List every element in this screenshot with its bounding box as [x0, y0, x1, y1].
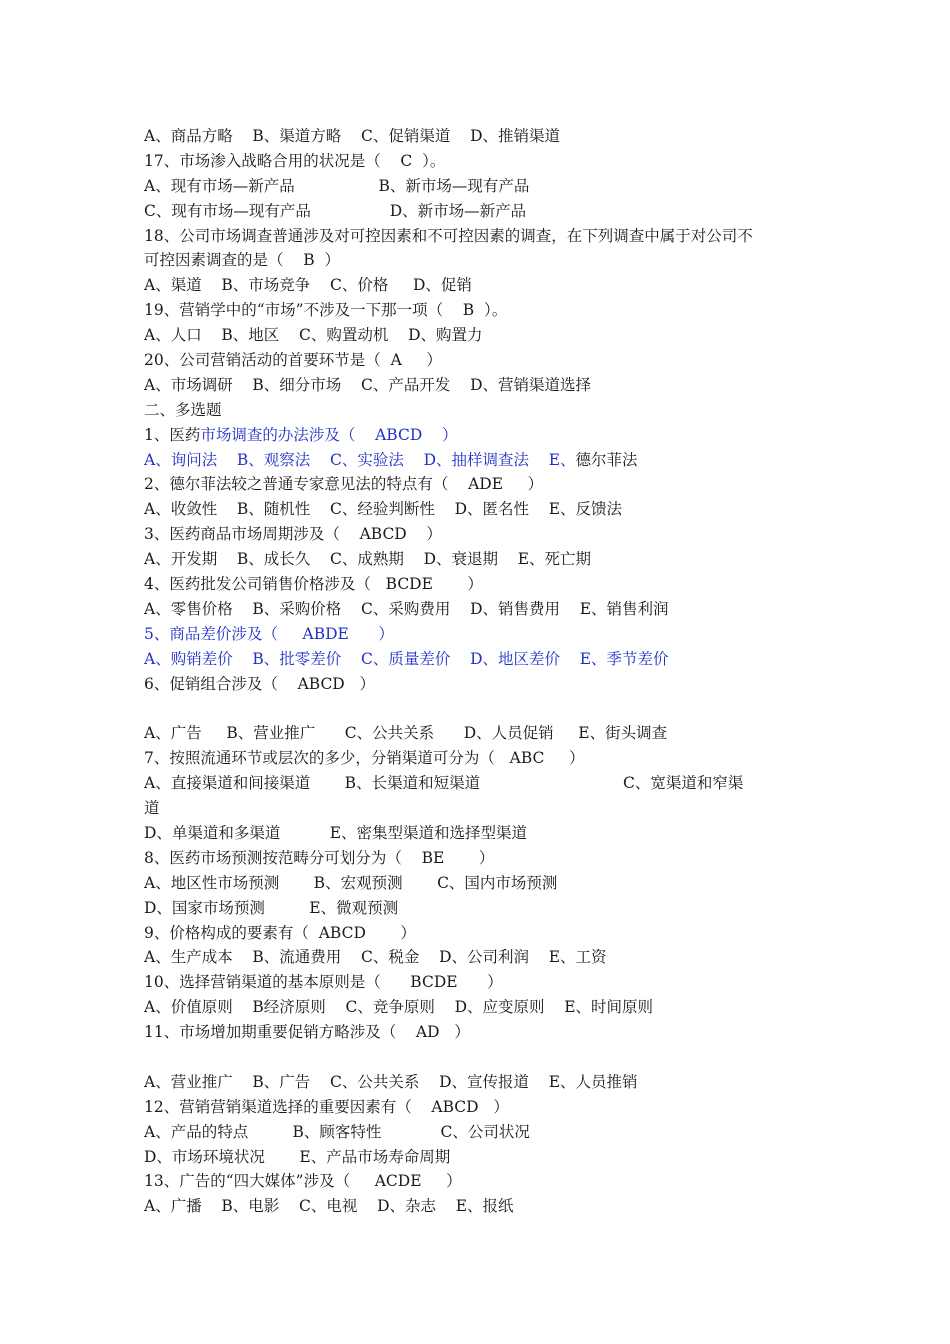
line-text: A、渠道 B、市场竞争 C、价格 D、促销 [144, 276, 472, 295]
line-text: A、零售价格 B、采购价格 C、采购费用 D、销售费用 E、销售利润 [144, 599, 669, 618]
text-line [144, 323, 814, 348]
line-text: 19、营销学中的“市场”不涉及一下那一项（ B ）。 [144, 301, 508, 320]
text-line [144, 423, 814, 448]
text-line [144, 1020, 814, 1045]
text-line [144, 472, 814, 497]
line-text: 6、促销组合涉及（ ABCD ） [144, 674, 376, 693]
line-text-continuation: 德尔菲法 [575, 450, 638, 469]
text-line [144, 398, 814, 423]
blank-line [144, 696, 814, 721]
line-text: A、直接渠道和间接渠道 B、长渠道和短渠道 C、宽渠道和窄渠 [144, 774, 744, 793]
text-line [144, 771, 814, 796]
text-line [144, 871, 814, 896]
line-text: 13、广告的“四大媒体”涉及（ ACDE ） [144, 1172, 462, 1191]
line-text: A、开发期 B、成长久 C、成熟期 D、衰退期 E、死亡期 [144, 550, 592, 569]
line-text: A、价值原则 B经济原则 C、竞争原则 D、应变原则 E、时间原则 [144, 998, 654, 1017]
text-line [144, 622, 814, 647]
text-line [144, 1194, 814, 1219]
line-text: A、收敛性 B、随机性 C、经验判断性 D、匿名性 E、反馈法 [144, 500, 623, 519]
line-text: A、广播 B、电影 C、电视 D、杂志 E、报纸 [144, 1197, 514, 1216]
line-text: A、现有市场—新产品 B、新市场—现有产品 [144, 176, 530, 195]
line-text: A、购销差价 B、批零差价 C、质量差价 D、地区差价 E、季节差价 [144, 649, 669, 668]
line-text: 18、公司市场调查普通涉及对可控因素和不可控因素的调查，在下列调查中属于对公司不 [144, 226, 753, 245]
text-line [144, 373, 814, 398]
text-line [144, 199, 814, 224]
line-text: A、地区性市场预测 B、宏观预测 C、国内市场预测 [144, 873, 558, 892]
text-line [144, 149, 814, 174]
text-line [144, 1145, 814, 1170]
line-text: C、现有市场—现有产品 D、新市场—新产品 [144, 201, 527, 220]
text-line [144, 248, 814, 273]
text-line [144, 846, 814, 871]
text-line [144, 298, 814, 323]
text-line [144, 921, 814, 946]
text-line [144, 995, 814, 1020]
line-text: A、市场调研 B、细分市场 C、产品开发 D、营销渠道选择 [144, 375, 591, 394]
text-line [144, 821, 814, 846]
text-line [144, 721, 814, 746]
line-text: 可控因素调查的是（ B ） [144, 251, 340, 270]
text-line [144, 1095, 814, 1120]
line-text: 8、医药市场预测按范畴分可划分为（ BE ） [144, 848, 495, 867]
text-line [144, 174, 814, 199]
line-text: A、商品方略 B、渠道方略 C、促销渠道 D、推销渠道 [144, 127, 560, 145]
line-text: 20、公司营销活动的首要环节是（ A ） [144, 351, 442, 370]
text-line [144, 448, 814, 473]
text-line [144, 273, 814, 298]
line-text: A、询问法 B、观察法 C、实验法 D、抽样调查法 E、 [144, 450, 576, 469]
text-line [144, 970, 814, 995]
line-text: A、广告 B、营业推广 C、公共关系 D、人员促销 E、街头调查 [144, 724, 668, 743]
line-text: A、营业推广 B、广告 C、公共关系 D、宣传报道 E、人员推销 [144, 1072, 638, 1091]
document-body [144, 124, 814, 1219]
line-text: 7、按照流通环节或层次的多少，分销渠道可分为（ ABC ） [144, 749, 585, 768]
text-line [144, 746, 814, 771]
line-text: 二、多选题 [144, 400, 222, 419]
text-line [144, 647, 814, 672]
line-text: 道 [144, 799, 160, 818]
text-line [144, 672, 814, 697]
text-line [144, 597, 814, 622]
text-line [144, 896, 814, 921]
text-line [144, 522, 814, 547]
text-line [144, 547, 814, 572]
blank-line [144, 1045, 814, 1070]
text-line [144, 497, 814, 522]
line-text: D、国家市场预测 E、微观预测 [144, 898, 399, 917]
line-text: 10、选择营销渠道的基本原则是（ BCDE ） [144, 973, 503, 992]
line-text: 4、医药批发公司销售价格涉及（ BCDE ） [144, 575, 483, 594]
line-text: A、产品的特点 B、顾客特性 C、公司状况 [144, 1122, 530, 1141]
line-text: 12、营销营销渠道选择的重要因素有（ ABCD ） [144, 1097, 509, 1116]
text-line [144, 945, 814, 970]
text-line [144, 348, 814, 373]
text-line [144, 1169, 814, 1194]
text-line [144, 1120, 814, 1145]
text-line [144, 124, 814, 149]
line-text: 1、医药 [144, 425, 201, 444]
line-text: 9、价格构成的要素有（ ABCD ） [144, 923, 416, 942]
text-line [144, 572, 814, 597]
line-text: 2、德尔菲法较之普通专家意见法的特点有（ ADE ） [144, 475, 544, 494]
line-text: 11、市场增加期重要促销方略涉及（ AD ） [144, 1023, 470, 1042]
line-text: D、市场环境状况 E、产品市场寿命周期 [144, 1147, 451, 1166]
line-text: 17、市场渗入战略合用的状况是（ C ）。 [144, 151, 446, 170]
text-line [144, 796, 814, 821]
line-text: 3、医药商品市场周期涉及（ ABCD ） [144, 525, 442, 544]
line-text: A、生产成本 B、流通费用 C、税金 D、公司利润 E、工资 [144, 948, 607, 967]
line-text: A、人口 B、地区 C、购置动机 D、购置力 [144, 326, 483, 345]
text-line [144, 1070, 814, 1095]
line-text-continuation: 市场调查的办法涉及（ ABCD ） [200, 425, 458, 444]
line-text: D、单渠道和多渠道 E、密集型渠道和选择型渠道 [144, 823, 528, 842]
line-text: 5、商品差价涉及（ ABDE ） [144, 624, 394, 643]
text-line [144, 224, 814, 249]
